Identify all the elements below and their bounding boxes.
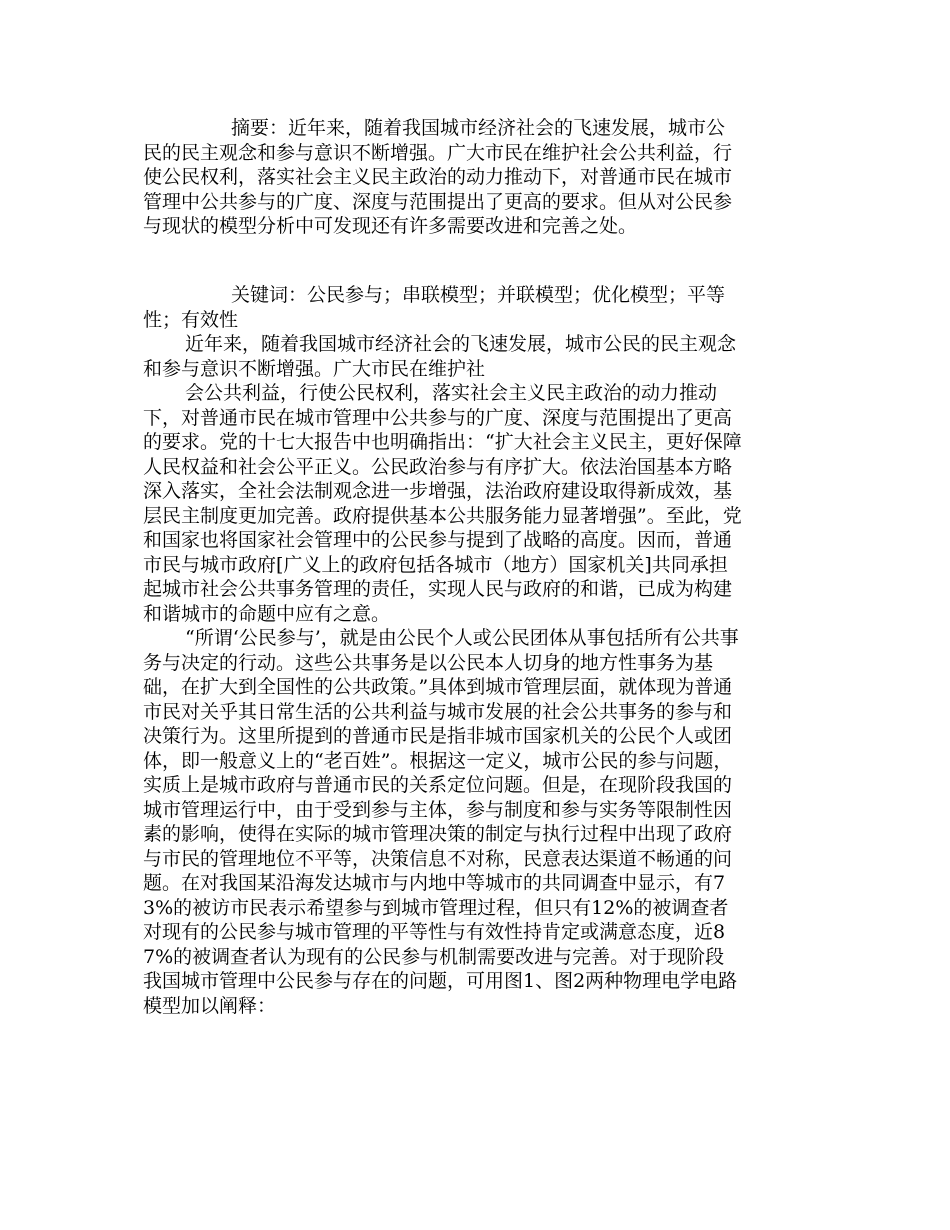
body-paragraph-3: “所谓‘公民参与’，就是由公民个人或公民团体从事包括所有公共事务与决定的行动。这些公共事务是以公民本人切身的地方性事务为基础，在扩大到全国性的公共政策。”具体到城市管理层面，就体现为普通市民对关乎其日常生活的公共利益与城市发展的社会公共事务的参与和决策行为。这里所提到的普通市民是指非城市国家机关的公民个人或团体，即一般意义上的“老百姓”。根据这一定义，城市公民的参与问题，实质上是城市政府与普通市民的关系定位问题。但是，在现阶段我国的城市管理运行中，由于受到参与主体，参与制度和参与实务等限制性因素的影响，使得在实际的城市管理决策的制定与执行过程中出现了政府与市民的管理地位不平等，决策信息不对称，民意表达渠道不畅通的问题。在对我国某沿海发达城市与内地中等城市的共同调查中显示，有73%的被访市民表示希望参与到城市管理过程，但只有12%的被调查者对现有的公民参与城市管理的平等性与有效性持肯定或满意态度，近87%的被调查者认为现有的公民参与机制需要改进与完善。对于现阶段我国城市管理中公民参与存在的问题，可用图1、图2两种物理电学电路模型加以阐释：: [143, 627, 739, 1017]
body-paragraph-1: 近年来，随着我国城市经济社会的飞速发展，城市公民的民主观念和参与意识不断增强。广大市民在维护社: [143, 333, 737, 380]
abstract-paragraph: 摘要：近年来，随着我国城市经济社会的飞速发展，城市公民的民主观念和参与意识不断增强。广大市民在维护社会公共利益，行使公民权利，落实社会主义民主政治的动力推动下，对普通市民在城市管理中公共参与的广度、深度与范围提出了更高的要求。但从对公民参与现状的模型分析中可发现还有许多需要改进和完善之处。: [143, 117, 733, 237]
body-paragraph-2: 会公共利益，行使公民权利，落实社会主义民主政治的动力推动下，对普通市民在城市管理中公共参与的广度、深度与范围提出了更高的要求。党的十七大报告中也明确指出：“扩大社会主义民主，更好保障人民权益和社会公平正义。公民政治参与有序扩大。依法治国基本方略深入落实，全社会法制观念进一步增强，法治政府建设取得新成效，基层民主制度更加完善。政府提供基本公共服务能力显著增强”。至此，党和国家也将国家社会管理中的公民参与提到了战略的高度。因而，普通市民与城市政府[广义上的政府包括各城市（地方）国家机关]共同承担起城市社会公共事务管理的责任，实现人民与政府的和谐，已成为构建和谐城市的命题中应有之意。: [143, 382, 742, 625]
body-text: [143, 332, 743, 1018]
keywords-paragraph: 关键词：公民参与；串联模型；并联模型；优化模型；平等性；有效性: [143, 284, 726, 331]
